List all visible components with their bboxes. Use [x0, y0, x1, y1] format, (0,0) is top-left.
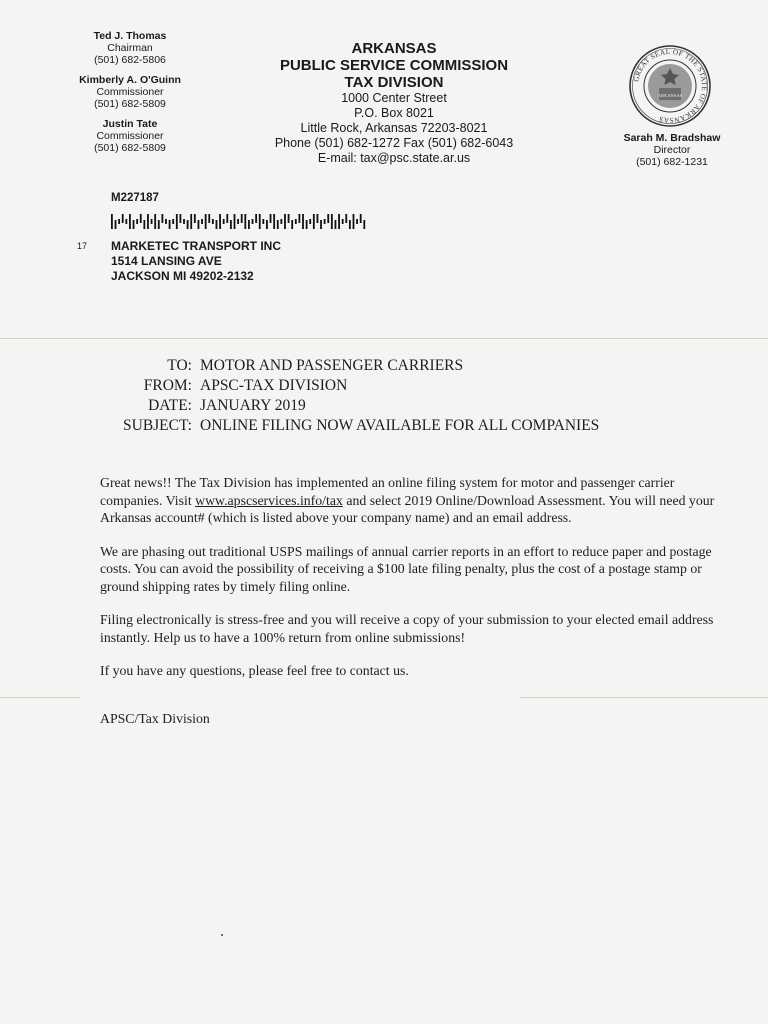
letterhead-city: Little Rock, Arkansas 72203-8021 [300, 121, 488, 135]
letterhead-state: ARKANSAS [351, 40, 437, 57]
barcode-bar [349, 220, 351, 229]
barcode-bar [208, 214, 210, 223]
barcode-bar [194, 214, 196, 223]
barcode-bar [151, 219, 153, 224]
barcode-bar [187, 220, 189, 229]
barcode-bar [230, 220, 232, 229]
online-filing-link[interactable]: www.apscservices.info/tax [195, 492, 343, 508]
letterhead-agency: PUBLIC SERVICE COMMISSION [279, 57, 509, 74]
fold-line [0, 338, 768, 339]
officer-name: Kimberly A. O'Guinn [79, 74, 181, 86]
barcode-bar [277, 220, 279, 229]
memo-subject-value: ONLINE FILING NOW AVAILABLE FOR ALL COMPANIES [200, 417, 600, 434]
memo-to-label: TO: [167, 357, 192, 374]
barcode-bar [309, 219, 311, 224]
barcode-bar [363, 220, 365, 229]
state-seal-icon [628, 44, 712, 128]
memo-from-value: APSC-TAX DIVISION [200, 377, 348, 394]
officer-title: Commissioner [96, 130, 164, 142]
memo-subject-label: SUBJECT: [123, 417, 192, 434]
barcode-bar [234, 214, 236, 229]
barcode-bar [241, 214, 243, 223]
barcode-bar [219, 214, 221, 229]
officer-commissioner-2 [60, 118, 200, 154]
director-title: Director [653, 144, 691, 156]
barcode-bar [327, 214, 329, 223]
barcode-bar [259, 214, 261, 229]
memo-from-row [100, 376, 740, 396]
letterhead-email: E-mail: tax@psc.state.ar.us [317, 151, 471, 165]
officer-chairman [60, 30, 200, 66]
body-p1-end: and select 2019 Online/Download Assessment. You will need your Arkansas account# (which is listed above your company name) and an email address. [100, 492, 715, 525]
letterhead [248, 40, 540, 166]
memo-subject-row [100, 416, 740, 436]
officer-name: Ted J. Thomas [93, 30, 167, 42]
barcode-bar [172, 219, 174, 224]
body-paragraph-2: We are phasing out traditional USPS mailings of annual carrier reports in an effort to reduce paper and postage costs. You can avoid the possibility of receiving a $100 late filing penalty, plus the cost of a postage stamp or ground shipping rates by timely filing online. [100, 543, 712, 594]
mail-sequence-number: 17 [77, 241, 88, 251]
barcode-bar [266, 220, 268, 229]
memo-date-row [100, 396, 740, 416]
barcode-bar [255, 214, 257, 223]
letterhead-division: TAX DIVISION [344, 74, 444, 91]
barcode-bar [169, 220, 171, 229]
barcode-bar [313, 214, 315, 229]
letterhead-pobox: P.O. Box 8021 [354, 106, 434, 120]
barcode-bar [140, 214, 142, 223]
barcode-bar [237, 219, 239, 224]
officer-commissioner-1 [60, 74, 200, 110]
fold-line-left [0, 697, 80, 698]
recipient-company: MARKETEC TRANSPORT INC [111, 239, 281, 253]
barcode-bar [190, 214, 192, 229]
barcode-bar [331, 214, 333, 229]
barcode-bar [122, 214, 124, 223]
barcode-bar [143, 220, 145, 229]
barcode-bar [317, 214, 319, 223]
barcode-bar [180, 214, 182, 223]
officer-phone: (501) 682-5809 [94, 98, 166, 110]
recipient-street: 1514 LANSING AVE [111, 254, 222, 268]
barcode-bar [284, 214, 286, 229]
body-paragraph-3: Filing electronically is stress-free and you will receive a copy of your submission to your elected email address instantly. Help us to have a 100% return from online submissions! [100, 612, 714, 645]
memo-header [100, 356, 740, 436]
barcode-bar [273, 214, 275, 229]
barcode-bar [324, 219, 326, 224]
barcode-bar [280, 219, 282, 224]
barcode-bar [356, 219, 358, 224]
barcode-bar [320, 220, 322, 229]
barcode-bar [198, 220, 200, 229]
memo-date-label: DATE: [148, 397, 192, 414]
barcode-bar [302, 214, 304, 229]
barcode-bar [111, 214, 113, 229]
barcode-bar [136, 219, 138, 224]
account-number: M227187 [111, 192, 159, 204]
barcode-bar [244, 214, 246, 229]
barcode-bar [201, 219, 203, 224]
body-paragraph-1 [100, 474, 720, 527]
director-block [612, 132, 732, 168]
stray-mark [221, 934, 223, 936]
barcode-bar [115, 220, 117, 229]
letterhead-street: 1000 Center Street [341, 91, 447, 105]
barcode-bar [298, 214, 300, 223]
barcode-bar [205, 214, 207, 229]
memo-to-value: MOTOR AND PASSENGER CARRIERS [200, 357, 464, 374]
barcode-bar [270, 214, 272, 223]
recipient-city: JACKSON MI 49202-2132 [111, 269, 254, 283]
barcode-bar [183, 219, 185, 224]
postal-barcode-icon [111, 214, 367, 229]
officer-title: Commissioner [96, 86, 164, 98]
barcode-bar [353, 214, 355, 229]
director-phone: (501) 682-1231 [636, 156, 708, 168]
barcode-bar [335, 220, 337, 229]
barcode-bar [262, 219, 264, 224]
barcode-bar [216, 220, 218, 229]
barcode-bar [223, 219, 225, 224]
barcode-bar [176, 214, 178, 229]
recipient-address [111, 239, 281, 284]
signoff: APSC/Tax Division [100, 710, 210, 726]
barcode-bar [165, 219, 167, 224]
barcode-bar [125, 219, 127, 224]
barcode-bar [118, 219, 120, 224]
barcode-bar [345, 214, 347, 223]
letter-body [100, 474, 720, 743]
barcode-bar [248, 220, 250, 229]
barcode-bar [154, 214, 156, 229]
memo-to-row [100, 356, 740, 376]
barcode-bar [252, 219, 254, 224]
barcode-bar [133, 220, 135, 229]
director-name: Sarah M. Bradshaw [623, 132, 721, 144]
memo-from-label: FROM: [143, 377, 192, 394]
barcode-bar [161, 214, 163, 223]
officer-phone: (501) 682-5809 [94, 142, 166, 154]
seal-star-label: ARKANSAS [657, 93, 683, 98]
barcode-bar [212, 219, 214, 224]
barcode-bar [342, 219, 344, 224]
body-paragraph-4: If you have any questions, please feel free to contact us. [100, 663, 409, 678]
seal-ring-text: GREAT SEAL OF THE STATE OF ARKANSAS [632, 47, 709, 125]
commissioners-list [60, 30, 200, 162]
barcode-bar [295, 219, 297, 224]
memo-date-value: JANUARY 2019 [200, 397, 306, 414]
barcode-bar [306, 220, 308, 229]
barcode-bar [226, 214, 228, 223]
officer-name: Justin Tate [102, 118, 158, 130]
barcode-bar [158, 220, 160, 229]
officer-title: Chairman [107, 42, 153, 54]
barcode-bar [129, 214, 131, 229]
barcode-bar [288, 214, 290, 223]
barcode-bar [291, 220, 293, 229]
letterhead-phone-fax: Phone (501) 682-1272 Fax (501) 682-6043 [274, 136, 514, 150]
body-p1-start: Great news!! The Tax Division has implemented an online filing system for motor and passenger carrier companies. Visit [100, 475, 675, 508]
officer-phone: (501) 682-5806 [94, 54, 166, 66]
barcode-bar [360, 214, 362, 223]
barcode-bar [147, 214, 149, 229]
barcode-bar [338, 214, 340, 229]
